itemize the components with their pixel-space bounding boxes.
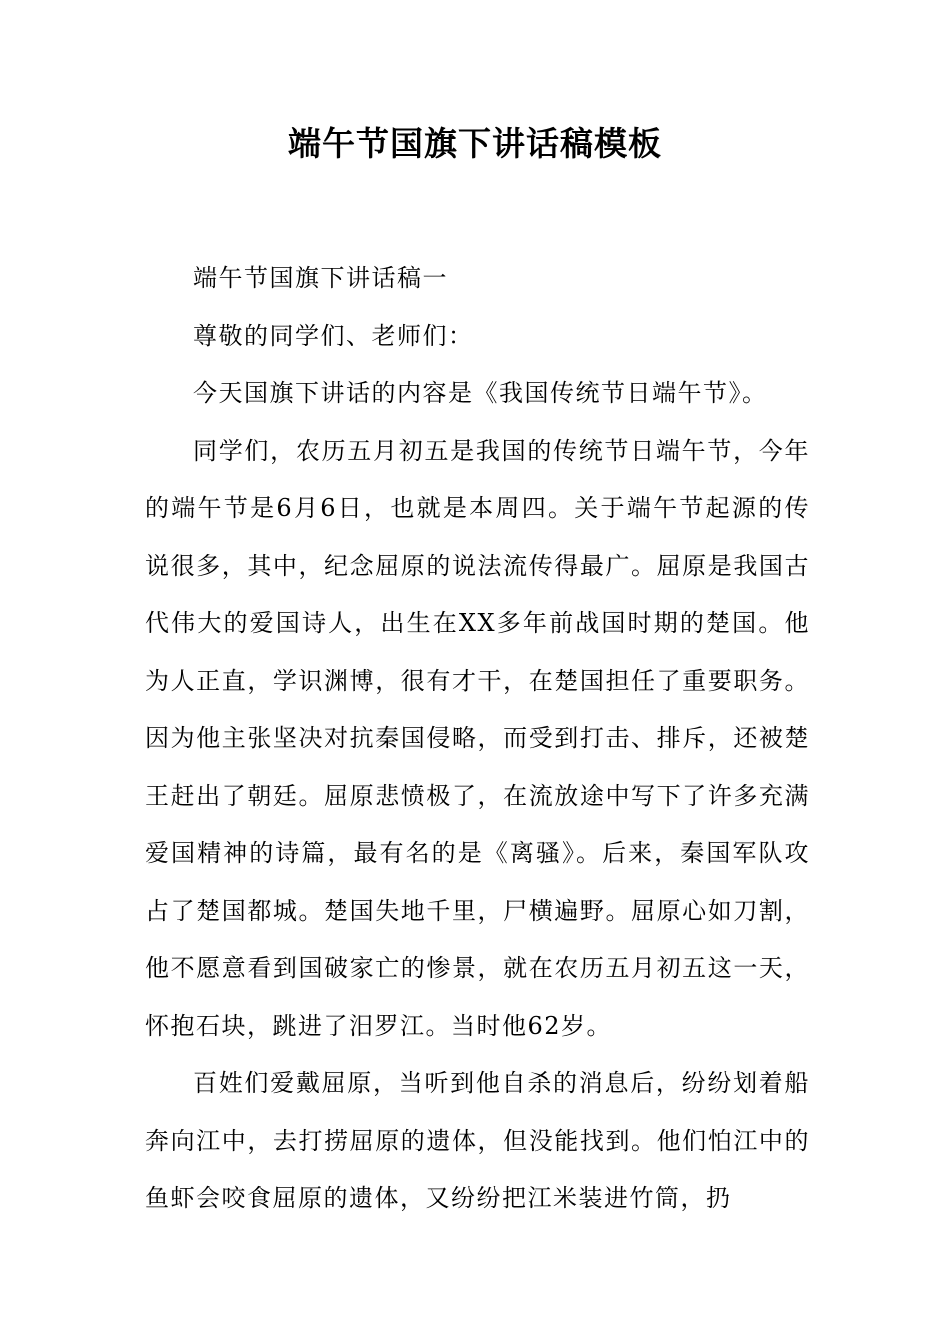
paragraph: 百姓们爱戴屈原，当听到他自杀的消息后，纷纷划着船奔向江中，去打捞屈原的遗体，但没能找到。他们怕江中的鱼虾会咬食屈原的遗体，又纷纷把江米装进竹筒，扔 xyxy=(145,1069,810,1212)
salutation: 尊敬的同学们、老师们： xyxy=(193,321,474,350)
document-body xyxy=(145,250,810,1228)
paragraph: 同学们，农历五月初五是我国的传统节日端午节，今年的端午节是6月6日，也就是本周四。关于端午节起源的传说很多，其中，纪念屈原的说法流传得最广。屈原是我国古代伟大的爱国诗人，出生在XX多年前战国时期的楚国。他为人正直，学识渊博，很有才干，在楚国担任了重要职务。因为他主张坚决对抗秦国侵略，而受到打击、排斥，还被楚王赶出了朝廷。屈原悲愤极了，在流放途中写下了许多充满爱国精神的诗篇，最有名的是《离骚》。后来，秦国军队攻占了楚国都城。楚国失地千里，尸横遍野。屈原心如刀割，他不愿意看到国破家亡的惨景，就在农历五月初五这一天，怀抱石块，跳进了汨罗江。当时他62岁。 xyxy=(145,436,810,1040)
document-title: 端午节国旗下讲话稿模板 xyxy=(288,124,662,163)
paragraph: 今天国旗下讲话的内容是《我国传统节日端午节》。 xyxy=(193,379,768,407)
section-heading: 端午节国旗下讲话稿一 xyxy=(193,264,448,292)
